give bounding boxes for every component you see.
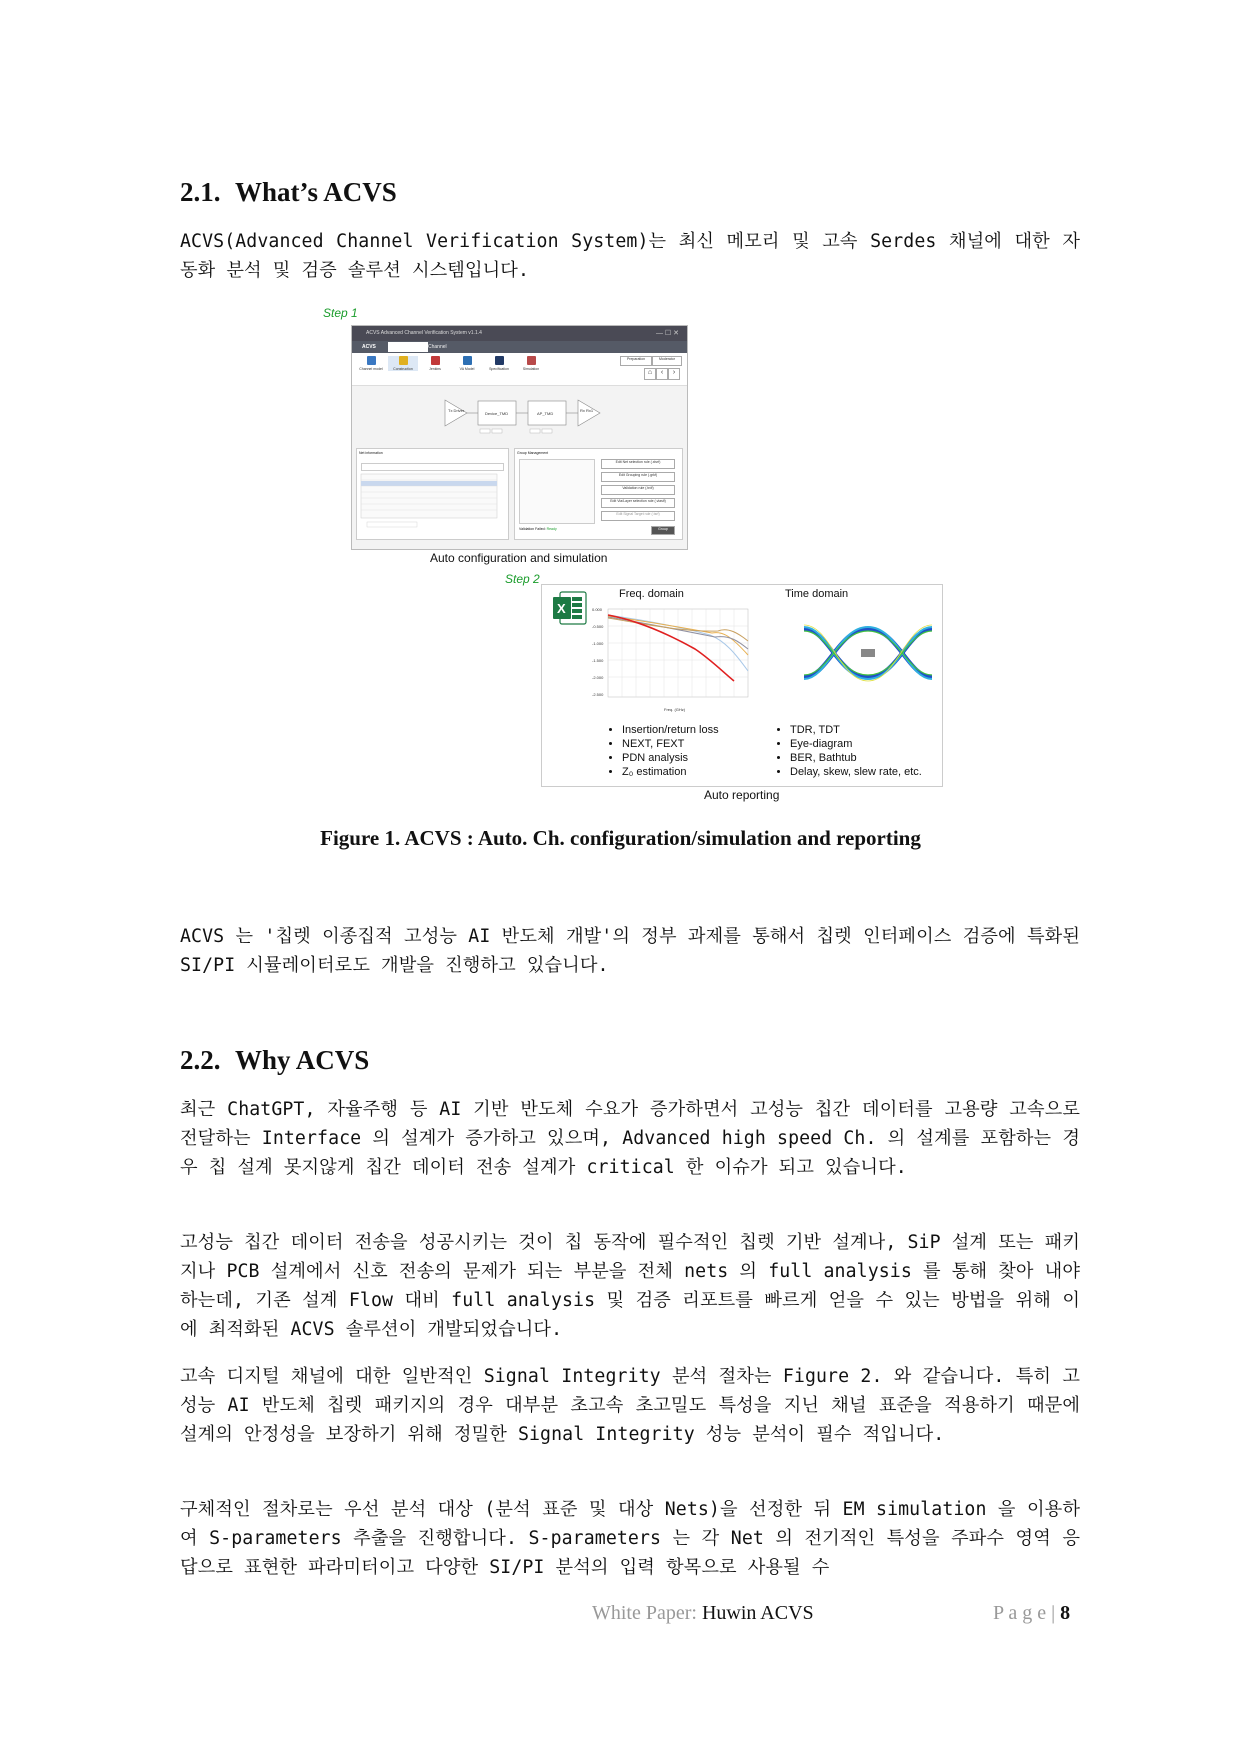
edit-signal-target-rule-button[interactable]: Edit Signal Target rule (.tsrf): [601, 511, 675, 521]
svg-text:X: X: [557, 601, 566, 616]
validation-status: Validation Failed: Ready: [519, 527, 557, 531]
bullet-insertion-loss: • Insertion/return loss: [622, 723, 719, 737]
edit-net-selection-rule-button[interactable]: Edit Net selection rule (.xlsrf): [601, 459, 675, 469]
eye-mask: [861, 649, 875, 657]
channel-topology-diagram: [352, 386, 687, 446]
edit-grouping-rule-button[interactable]: Edit Grouping rule (.grkf): [601, 472, 675, 482]
bullet-tdr: • TDR, TDT: [790, 723, 922, 737]
step2-caption: Auto reporting: [704, 788, 780, 802]
step2-label: Step 2: [505, 572, 540, 586]
time-domain-title: Time domain: [785, 588, 849, 600]
figure-caption: Figure 1. ACVS : Auto. Ch. configuration/simulation and reporting: [320, 826, 921, 850]
ytick-5: -2.500: [592, 692, 604, 697]
ytick-3: -1.500: [592, 658, 604, 663]
bullet-ber: • BER, Bathtub: [790, 751, 922, 765]
chiplet-paragraph: ACVS 는 '칩렛 이종집적 고성능 AI 반도체 개발'의 정부 과제를 통해서 칩렛 인터페이스 검증에 특화된 SI/PI 시뮬레이터로도 개발을 진행하고 있습니다.: [180, 926, 1080, 976]
step1-caption: Auto configuration and simulation: [430, 551, 608, 565]
section-2-2-paragraph-3: 고속 디지털 채널에 대한 일반적인 Signal Integrity 분석 절차는 Figure 2. 와 같습니다. 특히 고성능 AI 반도체 칩렛 패키지의 경우 대부분 초고속 초고밀도 특성을 지닌 채널 표준을 적용하기 때문에 설계의 안정성을 보장하기 위해 정밀한 Signal Integrity 성능 분석이 필수 적입니다.: [180, 1366, 1080, 1445]
app-logo: ACVS: [362, 344, 376, 350]
ytick-0: 0.000: [592, 607, 603, 612]
bullet-eye: • Eye-diagram: [790, 737, 922, 751]
section-2-2-paragraph-2: 고성능 칩간 데이터 전송을 성공시키는 것이 칩 동작에 필수적인 칩렛 기반 설계나, SiP 설계 또는 패키지나 PCB 설계에서 신호 전송의 문제가 되는 부분을 전체 nets 의 full analysis 를 통해 찾아 내야 하는데, 기존 설계 Flow 대비 full analysis 및 검증 리포트를 빠르게 얻을 수 있는 방법을 위해 이에 최적화된 ACVS 솔루션이 개발되었습니다.: [180, 1232, 1080, 1340]
group-management-panel: Group Management Edit Net selection rule (.xlsrf) Edit Grouping rule (.grkf) Validation rule (.trdf) Edit Via/Layer selection rule (.viaslf) Edit Signal Target rule (.tsrf) Validation Failed: Ready Group: [514, 448, 683, 540]
section-heading-2-1: 2.1. What’s ACVS: [180, 177, 397, 207]
x-axis-label: Freq. (GHz): [664, 707, 686, 712]
bullet-z0: • Z₀ estimation: [622, 765, 719, 779]
back-icon[interactable]: ‹: [656, 368, 668, 380]
home-icon[interactable]: ⌂: [644, 368, 656, 380]
forward-icon[interactable]: ›: [668, 368, 680, 380]
eye-diagram: [798, 603, 938, 707]
ribbon-simulation[interactable]: Simulation: [516, 356, 546, 371]
section-2-2-paragraph-4: 구체적인 절차로는 우선 분석 대상 (분석 표준 및 대상 Nets)을 선정한 뒤 EM simulation 을 이용하여 S-parameters 추출을 진행합니다. S-parameters 는 각 Net 의 전기적인 특성을 주파수 영역 응답으로 표현한 파라미터이고 다양한 SI/PI 분석의 입력 항목으로 사용될 수: [180, 1499, 1080, 1578]
freq-bullets: [604, 723, 719, 779]
app-window-title: ACVS Advanced Channel Verification System v1.1.4 — ☐ ✕: [352, 326, 687, 341]
device-label: Device_TMD: [485, 411, 509, 416]
bullet-next-fext: • NEXT, FEXT: [622, 737, 719, 751]
excel-icon: [552, 590, 588, 626]
ribbon-specification[interactable]: Specification: [484, 356, 514, 371]
ribbon-va-model[interactable]: VA Model: [452, 356, 482, 371]
ap-label: AP_TMD: [537, 411, 554, 416]
freq-domain-chart: [590, 601, 750, 713]
footer-page: P a g e | 8: [993, 1602, 1071, 1624]
tx-label: Tx Driver: [448, 408, 465, 413]
app-tabbar: [352, 341, 687, 353]
net-information-panel: Net information: [356, 448, 509, 540]
edit-via-layer-rule-button[interactable]: Edit Via/Layer selection rule (.viaslf): [601, 498, 675, 508]
ribbon-jenkins[interactable]: Jenkins: [420, 356, 450, 371]
ribbon-channel-model[interactable]: Channel model: [356, 356, 386, 371]
preparation-button[interactable]: Preparation: [620, 356, 652, 366]
ytick-4: -2.000: [592, 675, 604, 680]
group-list[interactable]: [519, 459, 595, 524]
section-2-2-paragraph-1: 최근 ChatGPT, 자율주행 등 AI 기반 반도체 수요가 증가하면서 고성능 칩간 데이터를 고용량 고속으로 전달하는 Interface 의 설계가 증가하고 있으며, Advanced high speed Ch. 의 설계를 포함하는 경우 칩 설계 못지않게 칩간 데이터 전송 설계가 critical 한 이슈가 되고 있습니다.: [180, 1099, 1080, 1178]
rx-label: Rx Rx1: [580, 408, 594, 413]
net-table: [357, 471, 508, 531]
freq-domain-title: Freq. domain: [619, 588, 684, 600]
acvs-app-screenshot: [351, 325, 688, 550]
bullet-delay: • Delay, skew, slew rate, etc.: [790, 765, 922, 779]
app-ribbon: [352, 353, 687, 386]
section-heading-2-2: 2.2. Why ACVS: [180, 1045, 370, 1075]
tab-channel[interactable]: Channel: [428, 344, 447, 350]
step1-label: Step 1: [323, 306, 358, 320]
moderator-button[interactable]: Moderator: [652, 356, 682, 366]
bullet-pdn: • PDN analysis: [622, 751, 719, 765]
footer-title: White Paper: Huwin ACVS: [592, 1602, 814, 1624]
ytick-1: -0.500: [592, 624, 604, 629]
group-run-button[interactable]: Group: [651, 526, 675, 535]
tx-driver-block: [445, 400, 467, 426]
time-bullets: [772, 723, 922, 779]
validation-rule-button[interactable]: Validation rule (.trdf): [601, 485, 675, 495]
ytick-2: -1.000: [592, 641, 604, 646]
auto-report-panel: [541, 584, 943, 787]
rx-block: [578, 400, 600, 426]
window-controls-icon: — ☐ ✕: [655, 330, 679, 337]
ribbon-construction[interactable]: Construction: [388, 356, 418, 371]
section-2-1-paragraph: ACVS(Advanced Channel Verification System)는 최신 메모리 및 고속 Serdes 채널에 대한 자동화 분석 및 검증 솔루션 시스템입니다.: [180, 231, 1080, 281]
